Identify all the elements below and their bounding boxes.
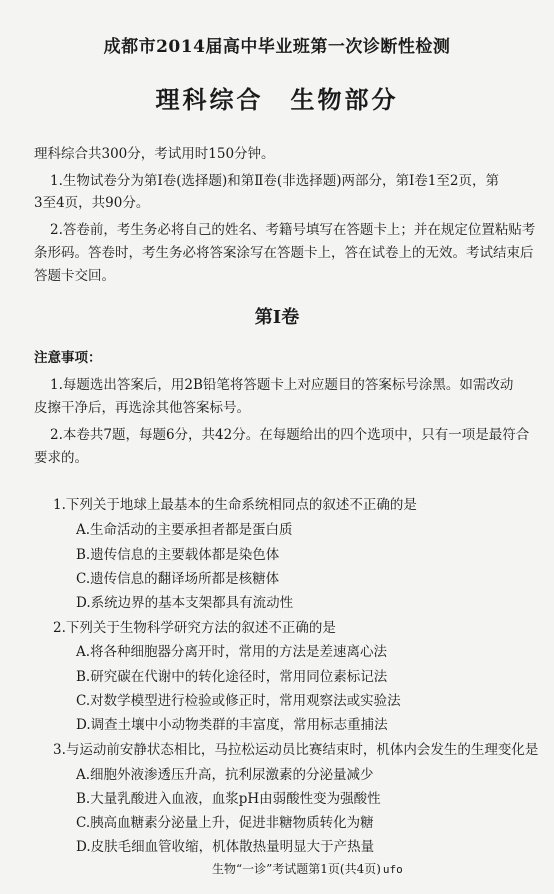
question-3-option-d: D.皮肤毛细血管收缩，机体散热量明显大于产热量	[76, 839, 375, 855]
notes-heading: 注意事项：	[34, 350, 102, 366]
question-2-option-d: D.调查土壤中小动物类群的丰富度，常用标志重捕法	[76, 717, 388, 733]
intro-item-1-line-1: 1.生物试卷分为第Ⅰ卷(选择题)和第Ⅱ卷(非选择题)两部分，第Ⅰ卷1至2页，第	[50, 173, 499, 189]
question-1-option-c: C.遗传信息的翻译场所都是核糖体	[76, 571, 280, 587]
note-2-line-1: 2.本卷共7题，每题6分，共42分。在每题给出的四个选项中，只有一项是最符合	[50, 427, 530, 443]
page-footer	[212, 860, 403, 877]
question-3-option-a: A.细胞外液渗透压升高，抗利尿激素的分泌量减少	[76, 767, 374, 783]
intro-item-2-line-3: 答题卡交回。	[34, 268, 115, 284]
intro-total-score: 理科综合共300分，考试用时150分钟。	[34, 146, 275, 162]
question-1-option-a: A.生命活动的主要承担者都是蛋白质	[76, 522, 293, 538]
footer-page-label: 生物“一诊”考试题第1页(共4页)	[212, 862, 381, 876]
subject-title: 理科综合 生物部分	[155, 86, 399, 114]
intro-item-2-line-2: 条形码。答卷时，考生务必将答案涂写在答题卡上，答在试卷上的无效。考试结束后	[34, 245, 534, 261]
question-1-option-d: D.系统边界的基本支架都具有流动性	[76, 595, 294, 611]
question-3-option-b: B.大量乳酸进入血液，血浆pH由弱酸性变为强酸性	[76, 791, 381, 807]
question-3-stem: 3.与运动前安静状态相比，马拉松运动员比赛结束时，机体内会发生的生理变化是	[53, 742, 539, 758]
question-1-stem: 1.下列关于地球上最基本的生命系统相同点的叙述不正确的是	[53, 497, 417, 513]
question-1-option-b: B.遗传信息的主要载体都是染色体	[76, 547, 280, 563]
question-2-option-b: B.研究碳在代谢中的转化途径时，常用同位素标记法	[76, 669, 388, 685]
intro-item-1-line-2: 3至4页，共90分。	[34, 195, 150, 211]
section-title: 第Ⅰ卷	[254, 307, 300, 328]
note-1-line-1: 1.每题选出答案后，用2B铅笔将答题卡上对应题目的答案标号涂黑。如需改动	[50, 377, 514, 393]
intro-item-2-line-1: 2.答卷前，考生务必将自己的姓名、考籍号填写在答题卡上；并在规定位置粘贴考	[50, 222, 536, 238]
note-2-line-2: 要求的。	[34, 450, 88, 466]
question-2-stem: 2.下列关于生物科学研究方法的叙述不正确的是	[53, 620, 336, 636]
note-1-line-2: 皮擦干净后，再选涂其他答案标号。	[34, 400, 250, 416]
question-2-option-a: A.将各种细胞器分离开时，常用的方法是差速离心法	[76, 644, 388, 660]
question-2-option-c: C.对数学模型进行检验或修正时，常用观察法或实验法	[76, 693, 401, 709]
footer-mark: ufo	[382, 863, 403, 876]
question-3-option-c: C.胰高血糖素分泌量上升，促进非糖物质转化为糖	[76, 815, 374, 831]
exam-title: 成都市2014届高中毕业班第一次诊断性检测	[103, 37, 451, 57]
